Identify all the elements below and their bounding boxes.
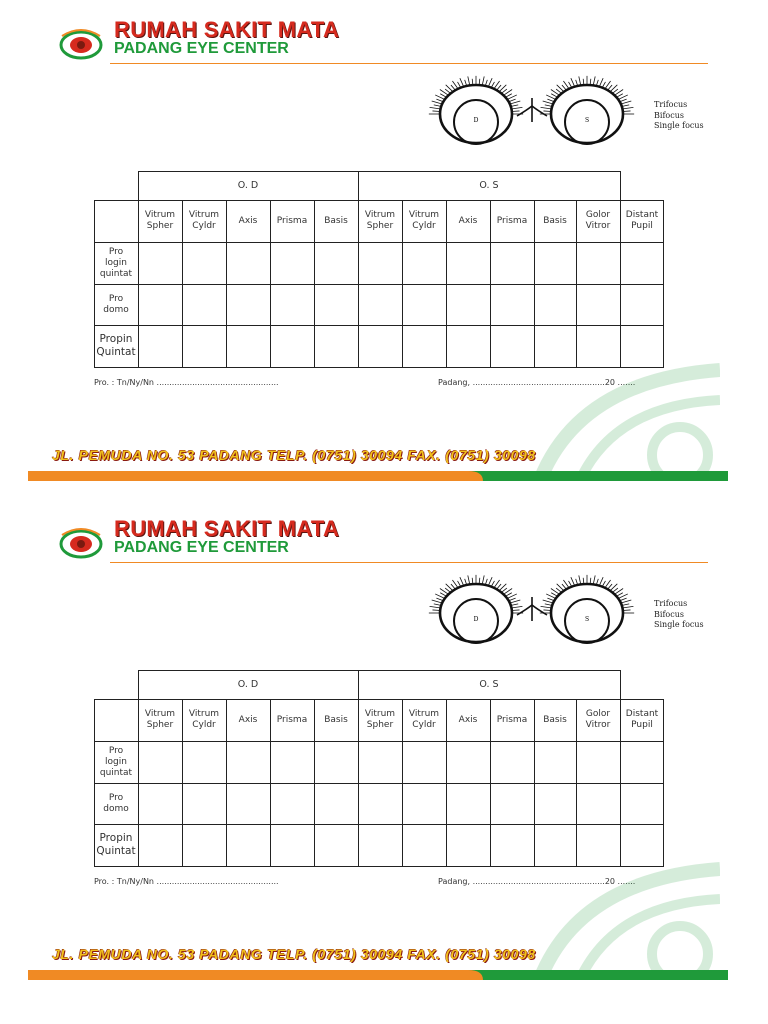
group-header-od: O. D: [237, 180, 259, 191]
axis-tick: [571, 78, 575, 87]
focus-option: Single focus: [654, 121, 704, 130]
row-label: Pro login quintat: [99, 745, 133, 778]
hospital-name: RUMAH SAKIT MATA: [114, 17, 340, 42]
place-date-line: Padang, ....................................................20 .......: [438, 877, 636, 886]
watermark-eye-icon: [520, 859, 720, 979]
axis-tick: [445, 588, 451, 593]
column-header: Prisma: [276, 714, 308, 725]
group-header-od: O. D: [237, 679, 259, 690]
axis-tick: [607, 85, 612, 90]
axis-tick: [616, 94, 623, 98]
axis-tick: [541, 107, 552, 109]
left-eye-label: S: [584, 117, 590, 124]
axis-tick: [616, 593, 623, 597]
row-label: Pro login quintat: [99, 246, 133, 279]
table-rule: [94, 824, 664, 825]
prescription-form-bottom: [0, 499, 768, 999]
table-rule: [94, 284, 664, 285]
axis-tick: [551, 94, 558, 98]
axis-tick: [460, 78, 464, 87]
axis-tick: [541, 606, 552, 608]
column-header: Prisma: [496, 215, 528, 226]
axis-tick: [511, 107, 522, 109]
patient-name-line: Pro. : Tn/Ny/Nn ................................................: [94, 378, 279, 387]
axis-tick: [440, 593, 447, 597]
watermark-eye-icon: [520, 360, 720, 480]
prescription-form-top: [0, 0, 768, 500]
axis-tick: [623, 610, 631, 611]
axis-tick: [496, 584, 501, 589]
axis-tick: [432, 600, 443, 603]
axis-tick: [543, 101, 554, 104]
row-label: Pro domo: [103, 792, 129, 814]
column-header: Distant Pupil: [625, 709, 659, 730]
axis-tick: [460, 577, 464, 586]
axis-tick: [556, 588, 562, 593]
footer-color-stripe: [28, 467, 728, 481]
lens-axis-diagram: [420, 70, 645, 150]
row-label: Propin Quintat: [96, 832, 136, 857]
axis-tick: [451, 85, 456, 90]
axis-tick: [622, 606, 633, 608]
patient-name-line: Pro. : Tn/Ny/Nn ................................................: [94, 877, 279, 886]
table-rule: [94, 242, 664, 243]
column-header: Axis: [238, 714, 258, 725]
left-eye-label: S: [584, 616, 590, 623]
right-eye-label: D: [473, 616, 479, 623]
column-header: Golor Vitror: [585, 210, 611, 231]
column-header: Vitrum Cyldr: [188, 210, 220, 231]
column-header: Basis: [324, 215, 348, 226]
axis-tick: [510, 600, 521, 603]
axis-tick: [501, 89, 507, 94]
lens-ring: [551, 584, 623, 642]
focus-option: Bifocus: [654, 110, 684, 120]
hospital-subtitle: PADANG EYE CENTER: [114, 539, 289, 556]
axis-tick: [432, 101, 443, 104]
column-header: Vitrum Cyldr: [408, 709, 440, 730]
column-header: Axis: [238, 215, 258, 226]
header-divider: [110, 562, 708, 563]
axis-tick: [432, 111, 440, 112]
axis-tick: [440, 94, 447, 98]
axis-tick: [551, 593, 558, 597]
column-header: Vitrum Spher: [144, 709, 176, 730]
axis-tick: [622, 107, 633, 109]
focus-option: Bifocus: [654, 609, 684, 619]
axis-tick: [496, 85, 501, 90]
place-date-line: Padang, ....................................................20 .......: [438, 378, 636, 387]
hospital-name: RUMAH SAKIT MATA: [114, 516, 340, 541]
axis-tick: [562, 584, 567, 589]
column-header: Vitrum Cyldr: [408, 210, 440, 231]
column-header: Vitrum Spher: [144, 210, 176, 231]
column-header: Basis: [543, 215, 567, 226]
axis-tick: [488, 78, 492, 87]
axis-tick: [512, 111, 520, 112]
table-rule: [94, 783, 664, 784]
column-header: Basis: [543, 714, 567, 725]
table-rule: [94, 741, 664, 742]
column-header: Vitrum Cyldr: [188, 709, 220, 730]
axis-tick: [488, 577, 492, 586]
lens-ring: [440, 584, 512, 642]
column-header: Axis: [458, 215, 478, 226]
hospital-address: JL. PEMUDA NO. 53 PADANG TELP. (0751) 30094 FAX. (0751) 30098: [52, 447, 536, 463]
axis-tick: [445, 89, 451, 94]
hospital-subtitle: PADANG EYE CENTER: [114, 40, 289, 57]
eye-center-logo-icon: [58, 26, 104, 62]
column-header: Vitrum Spher: [364, 709, 396, 730]
hospital-address: JL. PEMUDA NO. 53 PADANG TELP. (0751) 30094 FAX. (0751) 30098: [52, 946, 536, 962]
axis-tick: [556, 89, 562, 94]
column-header: Prisma: [496, 714, 528, 725]
group-header-os: O. S: [479, 679, 499, 690]
row-label: Propin Quintat: [96, 333, 136, 358]
axis-tick: [505, 94, 512, 98]
axis-tick: [612, 588, 618, 593]
focus-option: Single focus: [654, 620, 704, 629]
eye-center-logo-icon: [58, 525, 104, 561]
axis-tick: [451, 584, 456, 589]
axis-tick: [430, 606, 441, 608]
axis-tick: [623, 111, 631, 112]
axis-tick: [505, 593, 512, 597]
lens-ring: [551, 85, 623, 143]
row-label: Pro domo: [103, 293, 129, 315]
column-header: Prisma: [276, 215, 308, 226]
axis-tick: [543, 600, 554, 603]
axis-tick: [599, 78, 603, 87]
focus-option: Trifocus: [654, 599, 688, 608]
header-divider: [110, 63, 708, 64]
axis-tick: [621, 600, 632, 603]
column-header: Axis: [458, 714, 478, 725]
axis-tick: [621, 101, 632, 104]
axis-tick: [607, 584, 612, 589]
right-eye-label: D: [473, 117, 479, 124]
axis-tick: [432, 610, 440, 611]
lens-ring: [440, 85, 512, 143]
axis-tick: [571, 577, 575, 586]
group-header-os: O. S: [479, 180, 499, 191]
column-header: Distant Pupil: [625, 210, 659, 231]
focus-options: [654, 100, 704, 132]
axis-tick: [543, 610, 551, 611]
table-rule: [94, 325, 664, 326]
focus-options: [654, 599, 704, 631]
axis-tick: [512, 610, 520, 611]
axis-tick: [430, 107, 441, 109]
prescription-table: [94, 670, 664, 866]
column-header: Golor Vitror: [585, 709, 611, 730]
axis-tick: [511, 606, 522, 608]
lens-axis-diagram: [420, 569, 645, 649]
axis-tick: [501, 588, 507, 593]
axis-tick: [543, 111, 551, 112]
focus-option: Trifocus: [654, 100, 688, 109]
footer-color-stripe: [28, 966, 728, 980]
axis-tick: [510, 101, 521, 104]
column-header: Vitrum Spher: [364, 210, 396, 231]
prescription-table: [94, 171, 664, 367]
axis-tick: [562, 85, 567, 90]
axis-tick: [599, 577, 603, 586]
column-header: Basis: [324, 714, 348, 725]
axis-tick: [612, 89, 618, 94]
